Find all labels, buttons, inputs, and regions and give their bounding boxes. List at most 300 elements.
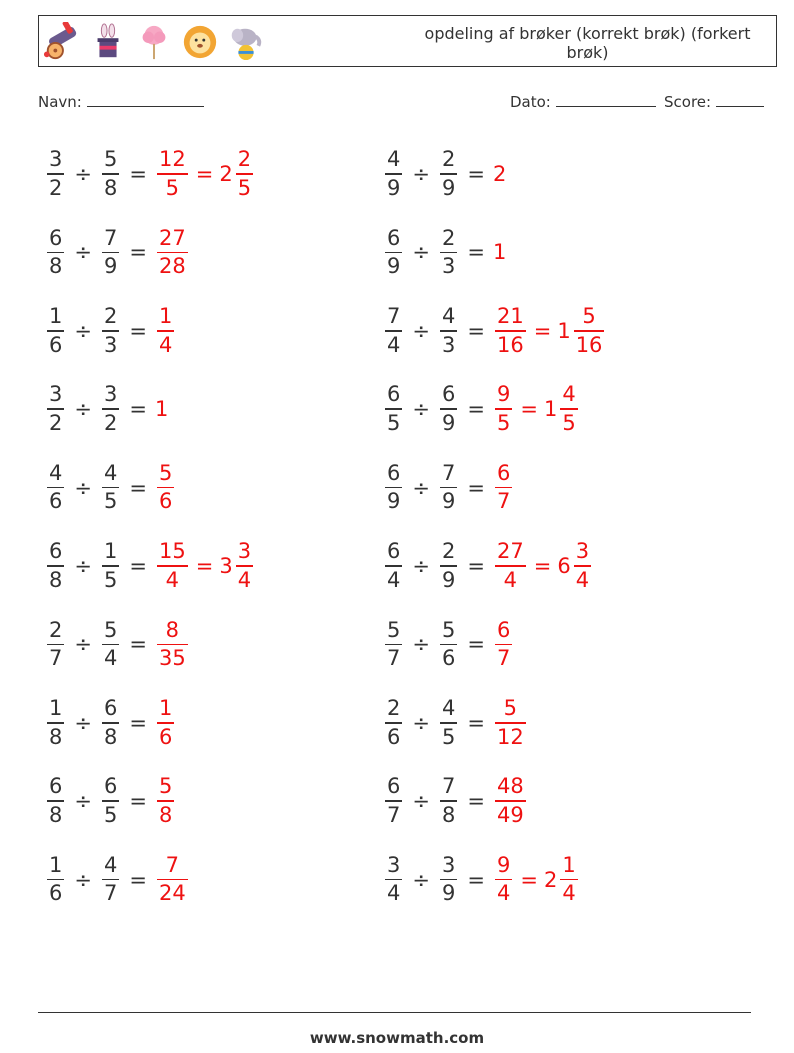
problem-item [45,223,190,281]
numerator: 6 [103,696,118,721]
answer [155,225,190,279]
numerator: 6 [49,774,63,799]
problem-item [45,380,168,438]
divide-sign: ÷ [74,475,92,500]
divide-sign: ÷ [74,318,92,343]
problem-item [45,772,176,830]
equals-sign: = [533,318,552,343]
mixed-whole: 1 [543,397,558,422]
denominator: 5 [103,802,118,827]
denominator: 9 [387,489,401,514]
denominator: 49 [496,802,524,827]
dividend-fraction [47,776,64,826]
equals-sign: = [520,397,538,422]
dividend-fraction [385,384,402,434]
divisor-fraction [440,149,457,199]
numerator: 5 [103,147,118,172]
numerator: 7 [441,460,456,485]
numerator: 5 [503,696,518,721]
equals-sign: = [129,710,147,735]
denominator: 4 [103,646,118,671]
divisor-fraction [440,384,457,434]
numerator: 1 [158,304,173,329]
denominator: 2 [49,175,63,200]
denominator: 8 [49,567,63,592]
denominator: 12 [496,724,524,749]
denominator: 16 [575,332,603,357]
divisor-fraction [102,698,119,748]
equals-sign: = [467,162,485,186]
answer-fraction [157,149,188,199]
dividend-fraction [47,698,64,748]
name-line[interactable] [87,94,204,107]
denominator: 5 [103,489,118,514]
denominator: 4 [496,881,511,906]
numerator: 2 [441,225,456,250]
denominator: 9 [103,254,118,279]
mixed-whole: 6 [557,554,571,578]
dividend-fraction [385,776,402,826]
denominator: 5 [387,410,401,435]
divisor-fraction [440,306,457,356]
numerator: 6 [387,539,401,564]
divisor-fraction [102,617,119,671]
mixed-fraction [574,306,605,356]
divisor-fraction [102,776,119,826]
answer [493,698,528,748]
dividend-fraction [385,460,402,514]
dividend-fraction [385,617,402,671]
denominator: 28 [158,254,186,279]
denominator: 7 [387,646,401,671]
numerator: 3 [103,382,118,407]
denominator: 9 [441,567,456,592]
problem-item [383,851,580,909]
denominator: 6 [387,724,401,749]
denominator: 3 [441,332,456,357]
numerator: 6 [387,225,401,250]
date-field [510,93,656,111]
answer [493,541,593,591]
problem-item [45,615,190,673]
divide-sign: ÷ [74,554,92,578]
numerator: 7 [103,225,118,250]
denominator: 9 [441,489,456,514]
numerator: 3 [49,147,63,172]
equals-sign: = [129,397,147,422]
divide-sign: ÷ [74,162,92,186]
numerator: 1 [158,696,173,721]
mixed-fraction [560,852,577,906]
numerator: 4 [103,460,118,485]
date-line[interactable] [556,94,656,107]
denominator: 2 [49,410,63,435]
divisor-fraction [102,225,119,279]
answer [493,162,506,186]
numerator: 7 [387,304,401,329]
denominator: 4 [575,567,590,592]
answer-fraction [495,852,512,906]
answer-fraction [157,541,188,591]
numerator: 4 [441,696,456,721]
equals-sign: = [129,162,147,186]
equals-sign: = [520,867,538,892]
mixed-whole: 2 [219,162,233,186]
denominator: 3 [103,332,118,357]
mixed-fraction [574,541,591,591]
problem-item [383,223,506,281]
divisor-fraction [440,852,457,906]
numerator: 1 [562,852,576,877]
divisor-fraction [440,225,457,279]
equals-sign: = [467,240,485,265]
equals-sign: = [195,162,214,186]
answer [155,460,176,514]
numerator: 6 [496,460,511,485]
divide-sign: ÷ [74,397,92,422]
name-label: Navn: [38,93,82,111]
problem-item [383,615,514,673]
denominator: 16 [496,332,524,357]
divide-sign: ÷ [412,632,430,657]
denominator: 8 [103,175,118,200]
denominator: 6 [49,332,63,357]
cotton-candy-icon [135,22,173,62]
numerator: 27 [158,225,186,250]
divide-sign: ÷ [74,867,92,892]
elephant-on-ball-icon [227,22,265,62]
numerator: 1 [49,696,63,721]
numerator: 5 [387,617,401,642]
divide-sign: ÷ [412,397,430,422]
answer [493,852,580,906]
denominator: 5 [496,410,511,435]
denominator: 9 [441,881,456,906]
denominator: 2 [103,410,118,435]
numerator: 4 [49,460,63,485]
divide-sign: ÷ [412,240,430,265]
numerator: 4 [103,852,118,877]
denominator: 5 [165,175,180,200]
answer-fraction [495,617,512,671]
numerator: 2 [103,304,118,329]
numerator: 6 [496,617,511,642]
answer-fraction [157,617,188,671]
answer [493,460,514,514]
denominator: 9 [387,175,401,200]
numerator: 3 [49,382,63,407]
answer-fraction [157,776,174,826]
denominator: 8 [158,802,173,827]
equals-sign: = [467,554,485,578]
answer-fraction [495,306,526,356]
divide-sign: ÷ [74,632,92,657]
problem-item [45,145,255,203]
date-label: Dato: [510,93,551,111]
divisor-fraction [102,460,119,514]
dividend-fraction [47,149,64,199]
mixed-whole: 3 [219,554,233,578]
problem-item [45,694,176,752]
numerator: 2 [49,617,63,642]
equals-sign: = [467,867,485,892]
answer [493,776,528,826]
numerator: 7 [441,774,456,799]
worksheet-title: opdeling af brøker (korrekt brøk) (forkert brøk) [424,24,751,62]
answer [493,384,580,434]
answer [493,306,606,356]
divisor-fraction [102,149,119,199]
problem-item [383,380,580,438]
lion-icon [181,22,219,62]
answer-fraction [157,225,188,279]
answer-fraction [157,698,174,748]
denominator: 4 [158,332,173,357]
denominator: 8 [49,724,63,749]
equals-sign: = [467,632,485,657]
answer-fraction [157,460,174,514]
denominator: 7 [49,646,63,671]
answer [155,397,168,421]
numerator: 1 [49,304,63,329]
problem-item [383,145,506,203]
equals-sign: = [467,710,485,735]
answer-fraction [157,852,188,906]
answer-whole: 1 [154,397,169,422]
denominator: 4 [165,567,180,592]
problem-item [45,459,176,517]
denominator: 5 [237,175,252,200]
score-field [664,93,764,111]
denominator: 4 [562,881,576,906]
numerator: 2 [441,539,456,564]
equals-sign: = [129,789,147,814]
mixed-fraction [560,384,577,434]
numerator: 6 [441,382,456,407]
dividend-fraction [385,149,402,199]
equals-sign: = [467,789,485,814]
numerator: 7 [165,852,180,877]
magic-hat-rabbit-icon [89,22,127,62]
mixed-fraction [236,541,253,591]
problem-item [45,851,190,909]
divide-sign: ÷ [412,318,430,343]
numerator: 6 [49,225,63,250]
divide-sign: ÷ [74,710,92,735]
divisor-fraction [440,460,457,514]
dividend-fraction [47,460,64,514]
divisor-fraction [440,776,457,826]
mixed-fraction [236,149,253,199]
equals-sign: = [129,240,147,265]
divide-sign: ÷ [412,554,430,578]
equals-sign: = [129,867,147,892]
denominator: 5 [441,724,456,749]
numerator: 9 [496,382,511,407]
problem-item [383,772,528,830]
denominator: 3 [441,254,456,279]
divide-sign: ÷ [412,710,430,735]
answer [155,852,190,906]
dividend-fraction [385,306,402,356]
denominator: 4 [503,567,518,592]
divide-sign: ÷ [74,240,92,265]
numerator: 6 [49,539,63,564]
denominator: 9 [441,175,456,200]
divide-sign: ÷ [412,475,430,500]
dividend-fraction [385,852,402,906]
denominator: 7 [103,881,118,906]
denominator: 4 [387,881,401,906]
problem-item [383,459,514,517]
dividend-fraction [47,541,64,591]
cannon-icon [43,22,81,62]
numerator: 5 [158,774,173,799]
worksheet-header [38,15,777,67]
problem-item [45,537,255,595]
equals-sign: = [129,318,147,343]
answer [155,149,255,199]
numerator: 48 [496,774,524,799]
denominator: 8 [441,802,456,827]
divide-sign: ÷ [412,162,430,186]
denominator: 5 [103,567,118,592]
denominator: 6 [441,646,456,671]
footer-url: www.snowmath.com [309,1029,485,1047]
answer [155,617,190,671]
answer [155,306,176,356]
numerator: 5 [582,304,596,329]
equals-sign: = [129,632,147,657]
footer-divider [38,1012,751,1013]
numerator: 6 [387,774,401,799]
dividend-fraction [47,384,64,434]
equals-sign: = [195,554,214,578]
denominator: 9 [441,410,456,435]
divisor-fraction [102,541,119,591]
equals-sign: = [467,397,485,422]
denominator: 9 [387,254,401,279]
numerator: 4 [441,304,456,329]
numerator: 8 [165,617,180,642]
denominator: 4 [237,567,252,592]
divide-sign: ÷ [412,789,430,814]
answer-whole: 1 [492,240,507,265]
score-label: Score: [664,93,712,111]
numerator: 6 [103,774,118,799]
equals-sign: = [467,475,485,500]
numerator: 9 [496,852,511,877]
answer [493,240,506,264]
denominator: 6 [158,489,173,514]
numerator: 15 [158,539,186,564]
problem-item [45,302,176,360]
dividend-fraction [385,698,402,748]
equals-sign: = [533,554,552,578]
mixed-whole: 2 [543,867,558,892]
dividend-fraction [47,306,64,356]
answer-fraction [495,384,512,434]
divisor-fraction [102,852,119,906]
answer-whole: 2 [492,162,507,186]
numerator: 4 [562,382,576,407]
denominator: 7 [496,489,511,514]
numerator: 5 [103,617,118,642]
divide-sign: ÷ [74,789,92,814]
answer [493,617,514,671]
dividend-fraction [385,225,402,279]
numerator: 5 [158,460,173,485]
header-icons [43,22,265,62]
divisor-fraction [440,541,457,591]
denominator: 8 [103,724,118,749]
numerator: 2 [387,696,401,721]
numerator: 6 [387,460,401,485]
equals-sign: = [467,318,485,343]
denominator: 7 [387,802,401,827]
equals-sign: = [129,554,147,578]
denominator: 4 [387,332,401,357]
numerator: 6 [387,382,401,407]
denominator: 8 [49,802,63,827]
divisor-fraction [440,617,457,671]
numerator: 27 [496,539,524,564]
answer [155,698,176,748]
denominator: 7 [496,646,511,671]
answer [155,541,255,591]
numerator: 2 [237,147,252,172]
denominator: 6 [49,881,63,906]
numerator: 2 [441,147,456,172]
denominator: 5 [562,410,576,435]
numerator: 3 [387,852,401,877]
numerator: 4 [387,147,401,172]
answer-fraction [495,698,526,748]
denominator: 4 [387,567,401,592]
score-line[interactable] [716,94,764,107]
dividend-fraction [47,225,64,279]
numerator: 3 [575,539,590,564]
equals-sign: = [129,475,147,500]
numerator: 12 [158,147,186,172]
name-field [38,93,204,111]
problem-item [383,302,606,360]
dividend-fraction [47,852,64,906]
answer-fraction [157,306,174,356]
divisor-fraction [102,306,119,356]
mixed-whole: 1 [557,318,571,343]
problem-item [383,537,593,595]
dividend-fraction [47,617,64,671]
answer-fraction [495,776,526,826]
answer-fraction [495,460,512,514]
numerator: 21 [496,304,524,329]
denominator: 24 [158,881,186,906]
dividend-fraction [385,541,402,591]
denominator: 8 [49,254,63,279]
numerator: 1 [49,852,63,877]
denominator: 35 [158,646,186,671]
numerator: 5 [441,617,456,642]
numerator: 3 [237,539,252,564]
answer-fraction [495,541,526,591]
numerator: 3 [441,852,456,877]
answer [155,776,176,826]
divide-sign: ÷ [412,867,430,892]
numerator: 1 [103,539,118,564]
problem-item [383,694,528,752]
divisor-fraction [102,384,119,434]
